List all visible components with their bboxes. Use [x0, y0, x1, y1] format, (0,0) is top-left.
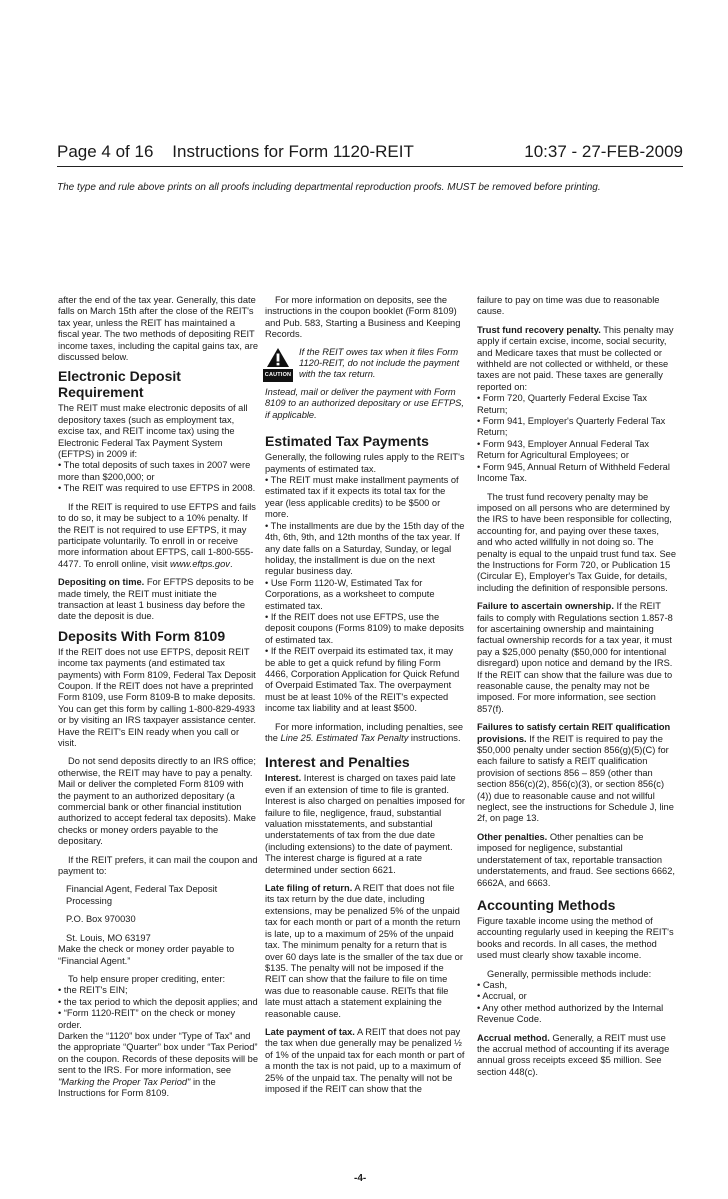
- paragraph: Depositing on time. For EFTPS deposits to be made timely, the REIT must initiate the transaction at least 1 business day before the date the deposit is due.: [58, 577, 254, 622]
- eftps-url: www.eftps.gov: [169, 558, 230, 569]
- paragraph: Figure taxable income using the method of accounting regularly used in keeping the REIT's books and records. In all cases, the method used must clearly show taxable income.: [477, 915, 674, 961]
- run-in-heading: Accrual method.: [477, 1032, 550, 1043]
- paragraph: For more information, including penalties, see the Line 25. Estimated Tax Penalty instructions.: [265, 721, 464, 743]
- bullet-item: • The total deposits of such taxes in 2007 were more than $200,000; or: [58, 460, 251, 482]
- paragraph: If the REIT is required to use EFTPS and fails to do so, it may be subject to a 10% penalty. If the REIT is not required to use EFTPS, it may participate voluntarily. To enroll in or receive more information about EFTPS, call 1-800-555-4477. To enroll online, visit www.eftps.gov.: [58, 501, 256, 569]
- heading-interest-penalties: Interest and Penalties: [265, 754, 410, 771]
- running-header: [57, 142, 683, 168]
- paragraph: Trust fund recovery penalty. This penalty may apply if certain excise, income, social security, and Medicare taxes that must be collected or withheld are not collected or withheld, or these taxes are not paid. These taxes are generally reported on:: [477, 324, 674, 392]
- page-number: -4-: [354, 1173, 367, 1184]
- heading-electronic-deposit: Electronic Deposit Requirement: [58, 368, 181, 401]
- paragraph: Generally, permissible methods include:: [487, 968, 652, 979]
- run-in-heading: Interest.: [265, 773, 302, 784]
- caution-icon: [265, 347, 291, 382]
- reference: Line 25. Estimated Tax Penalty: [280, 733, 409, 743]
- bullet-item: • Use Form 1120-W, Estimated Tax for Corporations, as a worksheet to compute estimated tax.: [265, 577, 435, 611]
- bullet-item: • Any other method authorized by the Internal Revenue Code.: [477, 1002, 664, 1025]
- caution-text-continued: Instead, mail or deliver the payment with Form 8109 to an authorized depositary or use EFTPS, if applicable.: [265, 387, 464, 420]
- heading-estimated-tax: Estimated Tax Payments: [265, 433, 429, 450]
- bullet-item: • The REIT must make installment payments of estimated tax if it expects its total tax for the year (less applicable credits) to be $500 or more.: [265, 475, 459, 520]
- paragraph: failure to pay on time was due to reasonable cause.: [477, 295, 660, 317]
- paragraph: Late filing of return. A REIT that does not file its tax return by the due date, including extensions, may be penalized 5% of the unpaid tax for each month or part of a month the return is late, up to a maximum of 25% of the unpaid tax. The minimum penalty for a return that is over 60 days late is the smaller of the tax due or $135. The penalty will not be imposed if the REIT can show that the failure to file on time was due to reasonable cause. REITs that file late must attach a statement explaining the reasonable cause.: [265, 883, 463, 1019]
- run-in-heading: Late filing of return.: [265, 883, 353, 894]
- caution-box: [265, 347, 465, 382]
- bullet-item: • Form 941, Employer's Quarterly Federal Tax Return;: [477, 416, 666, 438]
- run-in-heading: Late payment of tax.: [265, 1026, 355, 1037]
- address-line: Financial Agent, Federal Tax Deposit Processing: [66, 884, 218, 906]
- reference: "Marking the Proper Tax Period": [58, 1076, 191, 1087]
- paragraph: Accrual method. Generally, a REIT must use the accrual method of accounting if its average annual gross receipts exceed $5 million. See section 448(c).: [477, 1032, 670, 1077]
- paragraph: The REIT must make electronic deposits of all depository taxes (such as employment tax, excise tax, and REIT income tax) using the Electronic Federal Tax Payment System (EFTPS) in 2009 if:: [58, 403, 248, 460]
- run-in-heading: Failures to satisfy certain REIT qualification provisions.: [477, 722, 671, 744]
- run-in-heading: Trust fund recovery penalty.: [477, 324, 601, 335]
- paragraph: Failures to satisfy certain REIT qualification provisions. If the REIT is required to pay the $50,000 penalty under section 856(g)(5)(C) for each failure to satisfy a REIT qualification provision of sections 856 – 859 (other than section 856(c)(2), 856(c)(3), or section 856(c)(4)) due to reasonable cause and not willful neglect, see the instructions for Schedule J, line 2f, on page 13.: [477, 722, 674, 824]
- bullet-item: • If the REIT overpaid its estimated tax, it may be able to get a quick refund by filing Form 4466, Corporation Application for Quick Refund of Overpaid Estimated Tax. The overpayment must be at least 10% of the REIT's expected income tax liability and at least $500.: [265, 646, 460, 714]
- column-3: [477, 295, 677, 1078]
- bullet-item: • Form 943, Employer Annual Federal Tax Return for Agricultural Employees; or: [477, 438, 650, 461]
- paragraph: Darken the “1120” box under “Type of Tax” and the appropriate “Quarter” box under “Tax Period” on the coupon. Records of these deposits will be sent to the IRS. For more information, see "Marking the Proper Tax Period" in the Instructions for Form 8109.: [58, 1030, 259, 1098]
- paragraph: Late payment of tax. A REIT that does not pay the tax when due generally may be penalized ½ of 1% of the unpaid tax for each month or part of a month the tax is not paid, up to a maximum of 25% of the unpaid tax. The penalty will not be imposed if the REIT can show that the: [265, 1026, 465, 1094]
- header-rule: [57, 166, 683, 167]
- run-in-heading: Other penalties.: [477, 831, 548, 842]
- bullet-item: • If the REIT does not use EFTPS, use the deposit coupons (Forms 8109) to make deposits of estimated tax.: [265, 611, 464, 645]
- bullet-item: • Form 945, Annual Return of Withheld Federal Income Tax.: [477, 461, 670, 484]
- run-in-heading: Failure to ascertain ownership.: [477, 601, 614, 612]
- caution-label: CAUTION: [263, 369, 293, 382]
- bullet-item: • The installments are due by the 15th day of the 4th, 6th, 9th, and 12th months of the tax year. If any date falls on a Saturday, Sunday, or legal holiday, the installment is due on the next regular business day.: [265, 520, 465, 577]
- heading-accounting-methods: Accounting Methods: [477, 896, 616, 913]
- paragraph: If the REIT does not use EFTPS, deposit REIT income tax payments (and estimated tax payments) with Form 8109, Federal Tax Deposit Coupon. If the REIT does not have a preprinted Form 8109, use Form 8109-B to make deposits. You can get this form by calling 1-800-829-4933 or by visiting an IRS taxpayer assistance center. Have the REIT's EIN ready when you call or visit.: [58, 646, 256, 748]
- bullet-item: • The REIT was required to use EFTPS in 2008.: [58, 483, 256, 494]
- bullet-item: • the REIT's EIN;: [58, 985, 128, 996]
- header-title: Page 4 of 16 Instructions for Form 1120-REIT: [57, 142, 414, 161]
- bullet-item: • Cash,: [477, 979, 508, 990]
- proof-notice: The type and rule above prints on all proofs including departmental reproduction proofs. MUST be removed before printing.: [57, 182, 601, 193]
- paragraph: The trust fund recovery penalty may be imposed on all persons who are determined by the IRS to have been responsible for collecting, accounting for, and paying over these taxes, and who acted willfully in not doing so. The penalty is equal to the unpaid trust fund tax. See the Instructions for Form 720, or Publication 15 (Circular E), Employer's Tax Guide, for details, including the definition of responsible persons.: [477, 491, 676, 593]
- caution-text: If the REIT owes tax when it files Form 1120-REIT, do not include the payment with the tax return.: [299, 346, 460, 380]
- paragraph: Do not send deposits directly to an IRS office; otherwise, the REIT may have to pay a penalty. Mail or deliver the completed Form 8109 with the payment to an authorized depositary (a commercial bank or other financial institution authorized to accept federal tax deposits). Make checks or money orders payable to the depositary.: [58, 756, 256, 847]
- column-2: [265, 295, 465, 1095]
- paragraph: For more information on deposits, see the instructions in the coupon booklet (Form 8109) and Pub. 583, Starting a Business and Keeping Records.: [265, 295, 461, 340]
- paragraph: Other penalties. Other penalties can be imposed for negligence, substantial understatement of tax, reportable transaction understatements, and fraud. See sections 6662, 6662A, and 6663.: [477, 831, 675, 888]
- paragraph: Failure to ascertain ownership. If the REIT fails to comply with Regulations section 1.857-8 for ascertaining ownership and maintaining factual ownership records for a tax year, it must pay a $25,000 penalty ($50,000 for intentional disregard) upon notice and demand by the IRS. If the REIT can show that the failure was due to reasonable cause, the penalty may not be imposed. For more information, see section 857(f).: [477, 601, 673, 714]
- address-line: P.O. Box 970030: [66, 914, 136, 925]
- bullet-item: • “Form 1120-REIT” on the check or money order.: [58, 1008, 236, 1030]
- run-in-heading: Depositing on time.: [58, 577, 145, 588]
- paragraph: after the end of the tax year. Generally, this date falls on March 15th after the close of the REIT's tax year, unless the REIT has maintained a fiscal year. The two methods of depositing REIT income taxes, including the capital gains tax, are discussed below.: [58, 295, 258, 363]
- bullet-item: • the tax period to which the deposit applies; and: [58, 996, 258, 1007]
- paragraph: To help ensure proper crediting, enter:: [68, 973, 226, 984]
- address-line: St. Louis, MO 63197: [66, 932, 151, 943]
- header-timestamp: 10:37 - 27-FEB-2009: [524, 142, 683, 161]
- paragraph: Interest. Interest is charged on taxes paid late even if an extension of time to file is granted. Interest is also charged on penalties imposed for failure to file, negligence, fraud, substantial valuation misstatements, and substantial understatements of tax from the due date (including extensions) to the date of payment. The interest charge is figured at a rate determined under section 6621.: [265, 773, 465, 875]
- paragraph: Generally, the following rules apply to the REIT's payments of estimated tax.: [265, 452, 465, 474]
- paragraph: If the REIT prefers, it can mail the coupon and payment to:: [58, 854, 258, 877]
- column-1: [58, 295, 258, 1099]
- heading-deposits-8109: Deposits With Form 8109: [58, 627, 226, 644]
- bullet-item: • Accrual, or: [477, 991, 527, 1002]
- bullet-item: • Form 720, Quarterly Federal Excise Tax Return;: [477, 393, 647, 415]
- paragraph: Make the check or money order payable to “Financial Agent.”: [58, 944, 235, 966]
